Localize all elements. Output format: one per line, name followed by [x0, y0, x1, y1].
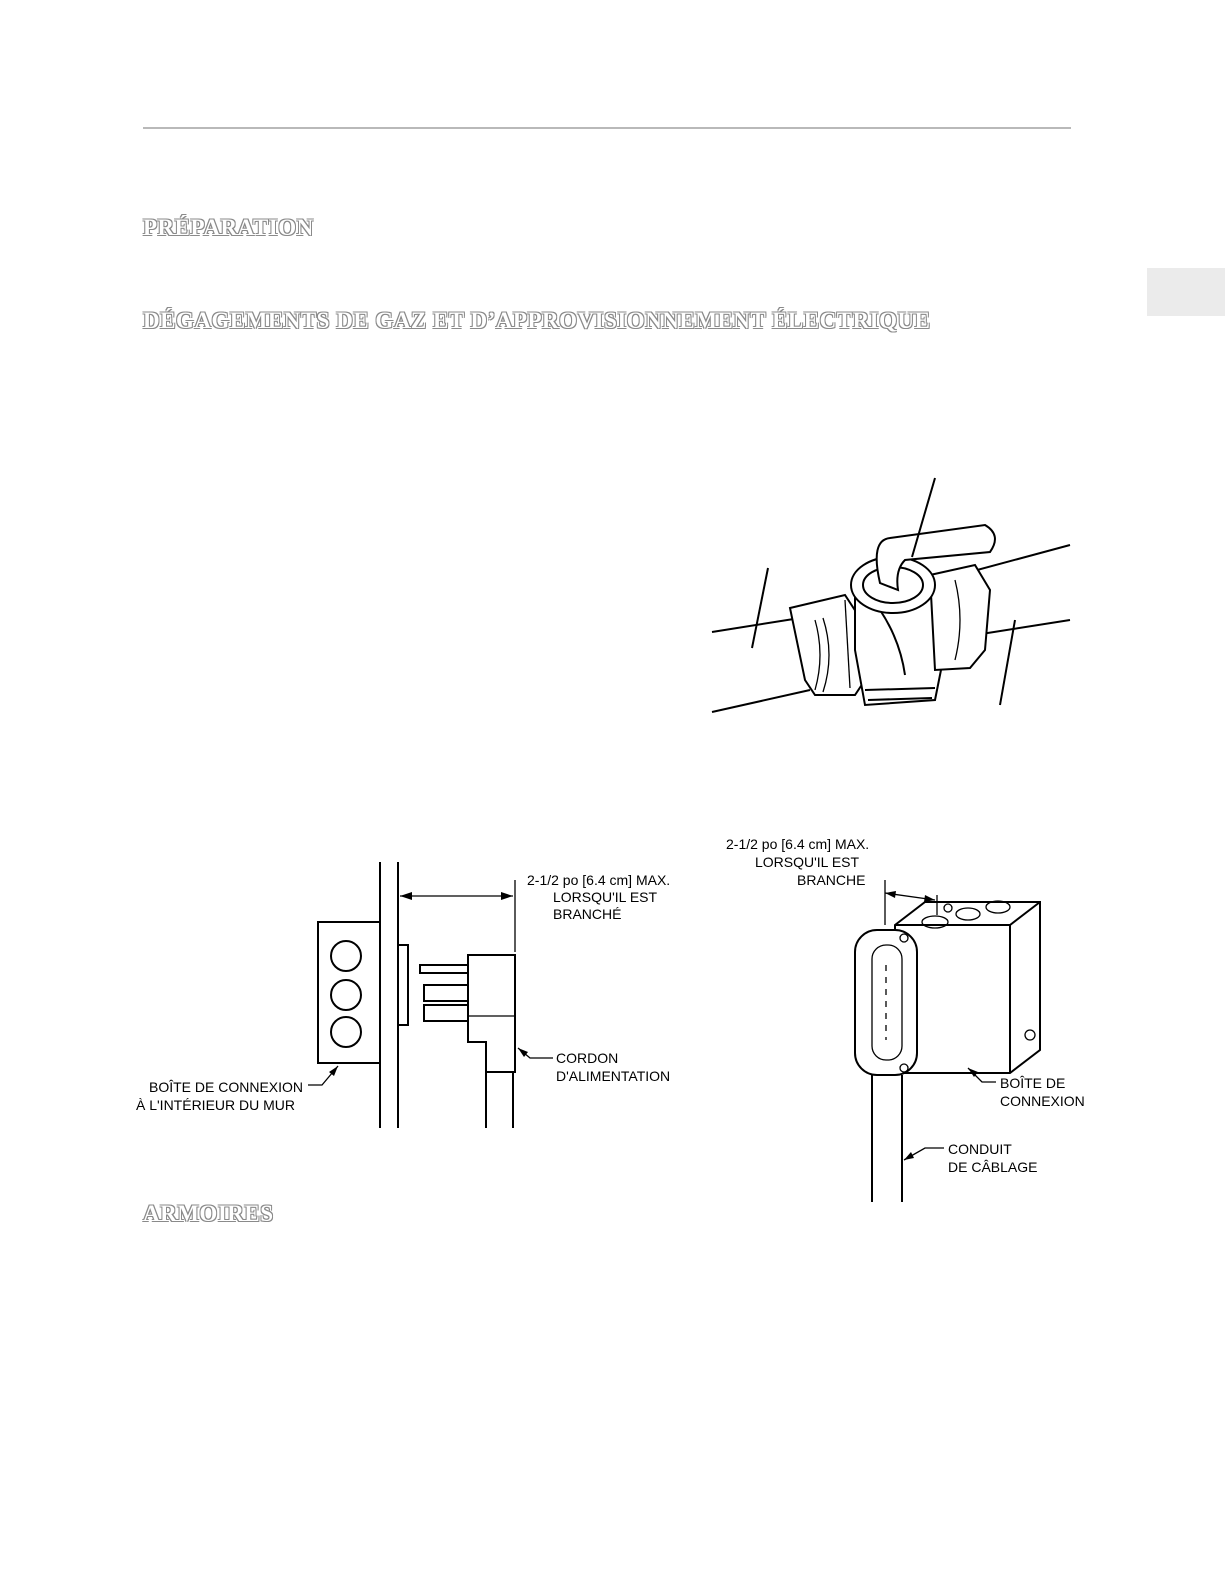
- gas-valve-illustration: [700, 465, 1080, 725]
- junction-dimension-label-3: BRANCHE: [797, 872, 866, 888]
- plug-prongs: [420, 965, 468, 1021]
- in-wall-box-label-2: À L'INTÉRIEUR DU MUR: [136, 1097, 296, 1113]
- conduit-fitting: [855, 930, 917, 1075]
- conduit-label-2: DE CÂBLAGE: [948, 1159, 1038, 1175]
- right-union-nut: [930, 565, 990, 670]
- section-tab: [1147, 268, 1225, 316]
- outlet-dimension-label-1: 2-1/2 po [6.4 cm] MAX.: [527, 872, 671, 888]
- cord-label-2: D'ALIMENTATION: [556, 1068, 671, 1084]
- in-wall-box-label-1: BOÎTE DE CONNEXION: [149, 1079, 304, 1095]
- conduit-label-1: CONDUIT: [948, 1141, 1012, 1157]
- outlet-dimension-label-2: LORSQU'IL EST: [553, 889, 658, 905]
- left-union-nut: [790, 595, 865, 695]
- junction-dimension-label-1: 2-1/2 po [6.4 cm] MAX.: [726, 836, 870, 852]
- heading-cabinets: ARMOIRES: [143, 1201, 274, 1226]
- receptacle: [398, 945, 408, 1025]
- in-wall-junction-box: [318, 922, 380, 1063]
- heading-gas-electric: DÉGAGEMENTS DE GAZ ET D’APPROVISIONNEMENT ÉLECTRIQUE: [143, 308, 931, 333]
- inlet-leader-line: [752, 568, 768, 648]
- header-rule: [143, 127, 1071, 129]
- wall-outlet-figure: [130, 855, 710, 1135]
- junction-dimension-label-2: LORSQU'IL EST: [755, 854, 860, 870]
- cord-label-1: CORDON: [556, 1050, 619, 1066]
- heading-preparation: PRÉPARATION: [143, 215, 314, 240]
- outlet-dimension-label-3: BRANCHÉ: [553, 906, 622, 922]
- power-plug: [468, 955, 515, 1072]
- outlet-leader-line: [1000, 620, 1015, 705]
- junction-box-label-1: BOÎTE DE: [1000, 1075, 1066, 1091]
- junction-box-figure: [720, 832, 1100, 1204]
- junction-box-label-2: CONNEXION: [1000, 1093, 1085, 1109]
